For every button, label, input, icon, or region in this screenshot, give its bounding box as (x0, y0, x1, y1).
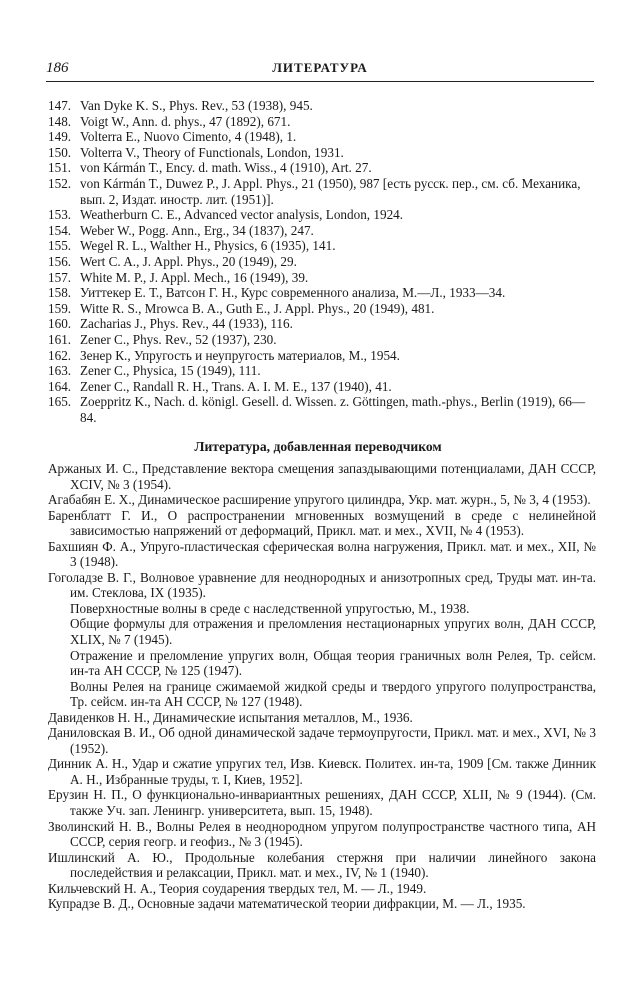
reference-item: 159. Witte R. S., Mrowca B. A., Guth E., J. Appl. Phys., 20 (1949), 481. (48, 300, 435, 316)
translator-reference-item: Аржаных И. С., Представление вектора смещения запаздывающими потенциалами, ДАН СССР, XCIV, № 3 (1954). (48, 461, 596, 492)
reference-item: 163. Zener C., Physica, 15 (1949), 111. (48, 363, 261, 379)
translator-reference-subitem: Общие формулы для отражения и преломления нестационарных упругих волн, ДАН СССР, XLIX, № 7 (1945). (70, 616, 596, 648)
reference-item: 147. Van Dyke K. S., Phys. Rev., 53 (1938), 945. (48, 98, 313, 113)
translator-reference-item: Динник А. Н., Удар и сжатие упругих тел, Изв. Киевск. Политех. ин-та, 1909 [См. также Динник А. Н., Избранные труды, т. I, Киев, 1952]. (48, 756, 596, 787)
translator-reference-subitem: Поверхностные волны в среде с наследственной упругостью, М., 1938. (70, 600, 470, 616)
reference-item: 165. Zoeppritz K., Nach. d. königl. Gesell. d. Wissen. z. Göttingen, math.-phys., Berlin (1919), 66—84. (48, 394, 586, 425)
page-number: 186 (46, 60, 69, 76)
reference-item: 149. Volterra E., Nuovo Cimento, 4 (1948), 1. (48, 129, 297, 145)
translator-reference-subitem: Отражение и преломление упругих волн, Общая теория граничных волн Релея, Тр. сейсм. ин-та АН СССР, № 125 (1947). (70, 647, 596, 679)
translator-reference-item: Ерузин Н. П., О функционально-инвариантных решениях, ДАН СССР, XLII, № 9 (1944). (См. также Уч. зап. Ленингр. университета, вып. 15, 1948). (48, 787, 596, 819)
page-header (46, 60, 594, 82)
reference-item: 156. Wert C. A., J. Appl. Phys., 20 (1949), 29. (48, 253, 297, 269)
reference-item: 154. Weber W., Pogg. Ann., Erg., 34 (1837), 247. (48, 222, 314, 238)
reference-item: 155. Wegel R. L., Walther H., Physics, 6 (1935), 141. (48, 238, 336, 254)
translator-reference-item: Купрадзе В. Д., Основные задачи математической теории дифракции, М. — Л., 1935. (48, 896, 526, 912)
translator-reference-item: Даниловская В. И., Об одной динамической задаче термоупругости, Прикл. мат. и мех., XVI, № 3 (1952). (48, 725, 596, 756)
reference-item: 148. Voigt W., Ann. d. phys., 47 (1892), 671. (48, 113, 291, 129)
translator-reference-item: Зволинский Н. В., Волны Релея в неоднородном упругом полупространстве частного типа, АН СССР, серия геогр. и геофиз., № 3 (1945). (48, 818, 596, 850)
translator-reference-item: Бахшиян Ф. А., Упруго-пластическая сферическая волна нагружения, Прикл. мат. и мех., XII, № 3 (1948). (48, 538, 596, 570)
translator-reference-item: Давиденков Н. Н., Динамические испытания металлов, М., 1936. (48, 709, 413, 725)
running-title: ЛИТЕРАТУРА (272, 60, 368, 75)
translator-reference-item: Кильчевский Н. А., Теория соударения твердых тел, М. — Л., 1949. (48, 880, 427, 896)
translator-reference-subitem: Волны Релея на границе сжимаемой жидкой среды и твердого упругого полупространства, Тр. сейсм. ин-та АН СССР, № 127 (1948). (70, 678, 596, 710)
reference-item: 164. Zener C., Randall R. H., Trans. A. I. M. E., 137 (1940), 41. (48, 378, 392, 394)
reference-item: 152. von Kármán T., Duwez P., J. Appl. Phys., 21 (1950), 987 [есть русск. пер., см. сб. Механика, вып. 2, Издат. иностр. лит. (1951)]. (48, 175, 581, 207)
reference-item: 161. Zener C., Phys. Rev., 52 (1937), 230. (48, 331, 277, 347)
translator-reference-item: Гоголадзе В. Г., Волновое уравнение для неоднородных и анизотропных сред, Труды мат. ин-та. им. Стеклова, IX (1935). (48, 569, 596, 601)
reference-item: 160. Zacharias J., Phys. Rev., 44 (1933), 116. (48, 316, 293, 332)
reference-item: 157. White M. P., J. Appl. Mech., 16 (1949), 39. (48, 269, 309, 285)
translator-reference-item: Баренблатт Г. И., О распространении мгновенных возмущений в среде с нелинейной зависимостью напряжений от деформаций, Прикл. мат. и мех., XVII, № 4 (1953). (48, 507, 596, 539)
reference-item: 150. Volterra V., Theory of Functionals, London, 1931. (48, 144, 344, 160)
translator-reference-list (48, 461, 596, 912)
reference-item: 151. von Kármán T., Ency. d. math. Wiss., 4 (1910), Art. 27. (48, 160, 372, 176)
reference-item: 158. Уиттекер Е. Т., Ватсон Г. Н., Курс современного анализа, М.—Л., 1933—34. (48, 285, 506, 301)
translator-reference-item: Агабабян Е. Х., Динамическое расширение упругого цилиндра, Укр. мат. журн., 5, № 3, 4 (1953). (48, 492, 591, 508)
reference-item: 153. Weatherburn C. E., Advanced vector analysis, London, 1924. (48, 207, 404, 223)
reference-item: 162. Зенер К., Упругость и неупругость материалов, М., 1954. (48, 347, 400, 363)
section-title: Литература, добавленная переводчиком (194, 439, 442, 454)
translator-reference-item: Ишлинский А. Ю., Продольные колебания стержня при наличии линейного закона последействия и релаксации, Прикл. мат. и мех., IV, № 1 (1940). (48, 849, 596, 881)
reference-list (48, 98, 596, 425)
